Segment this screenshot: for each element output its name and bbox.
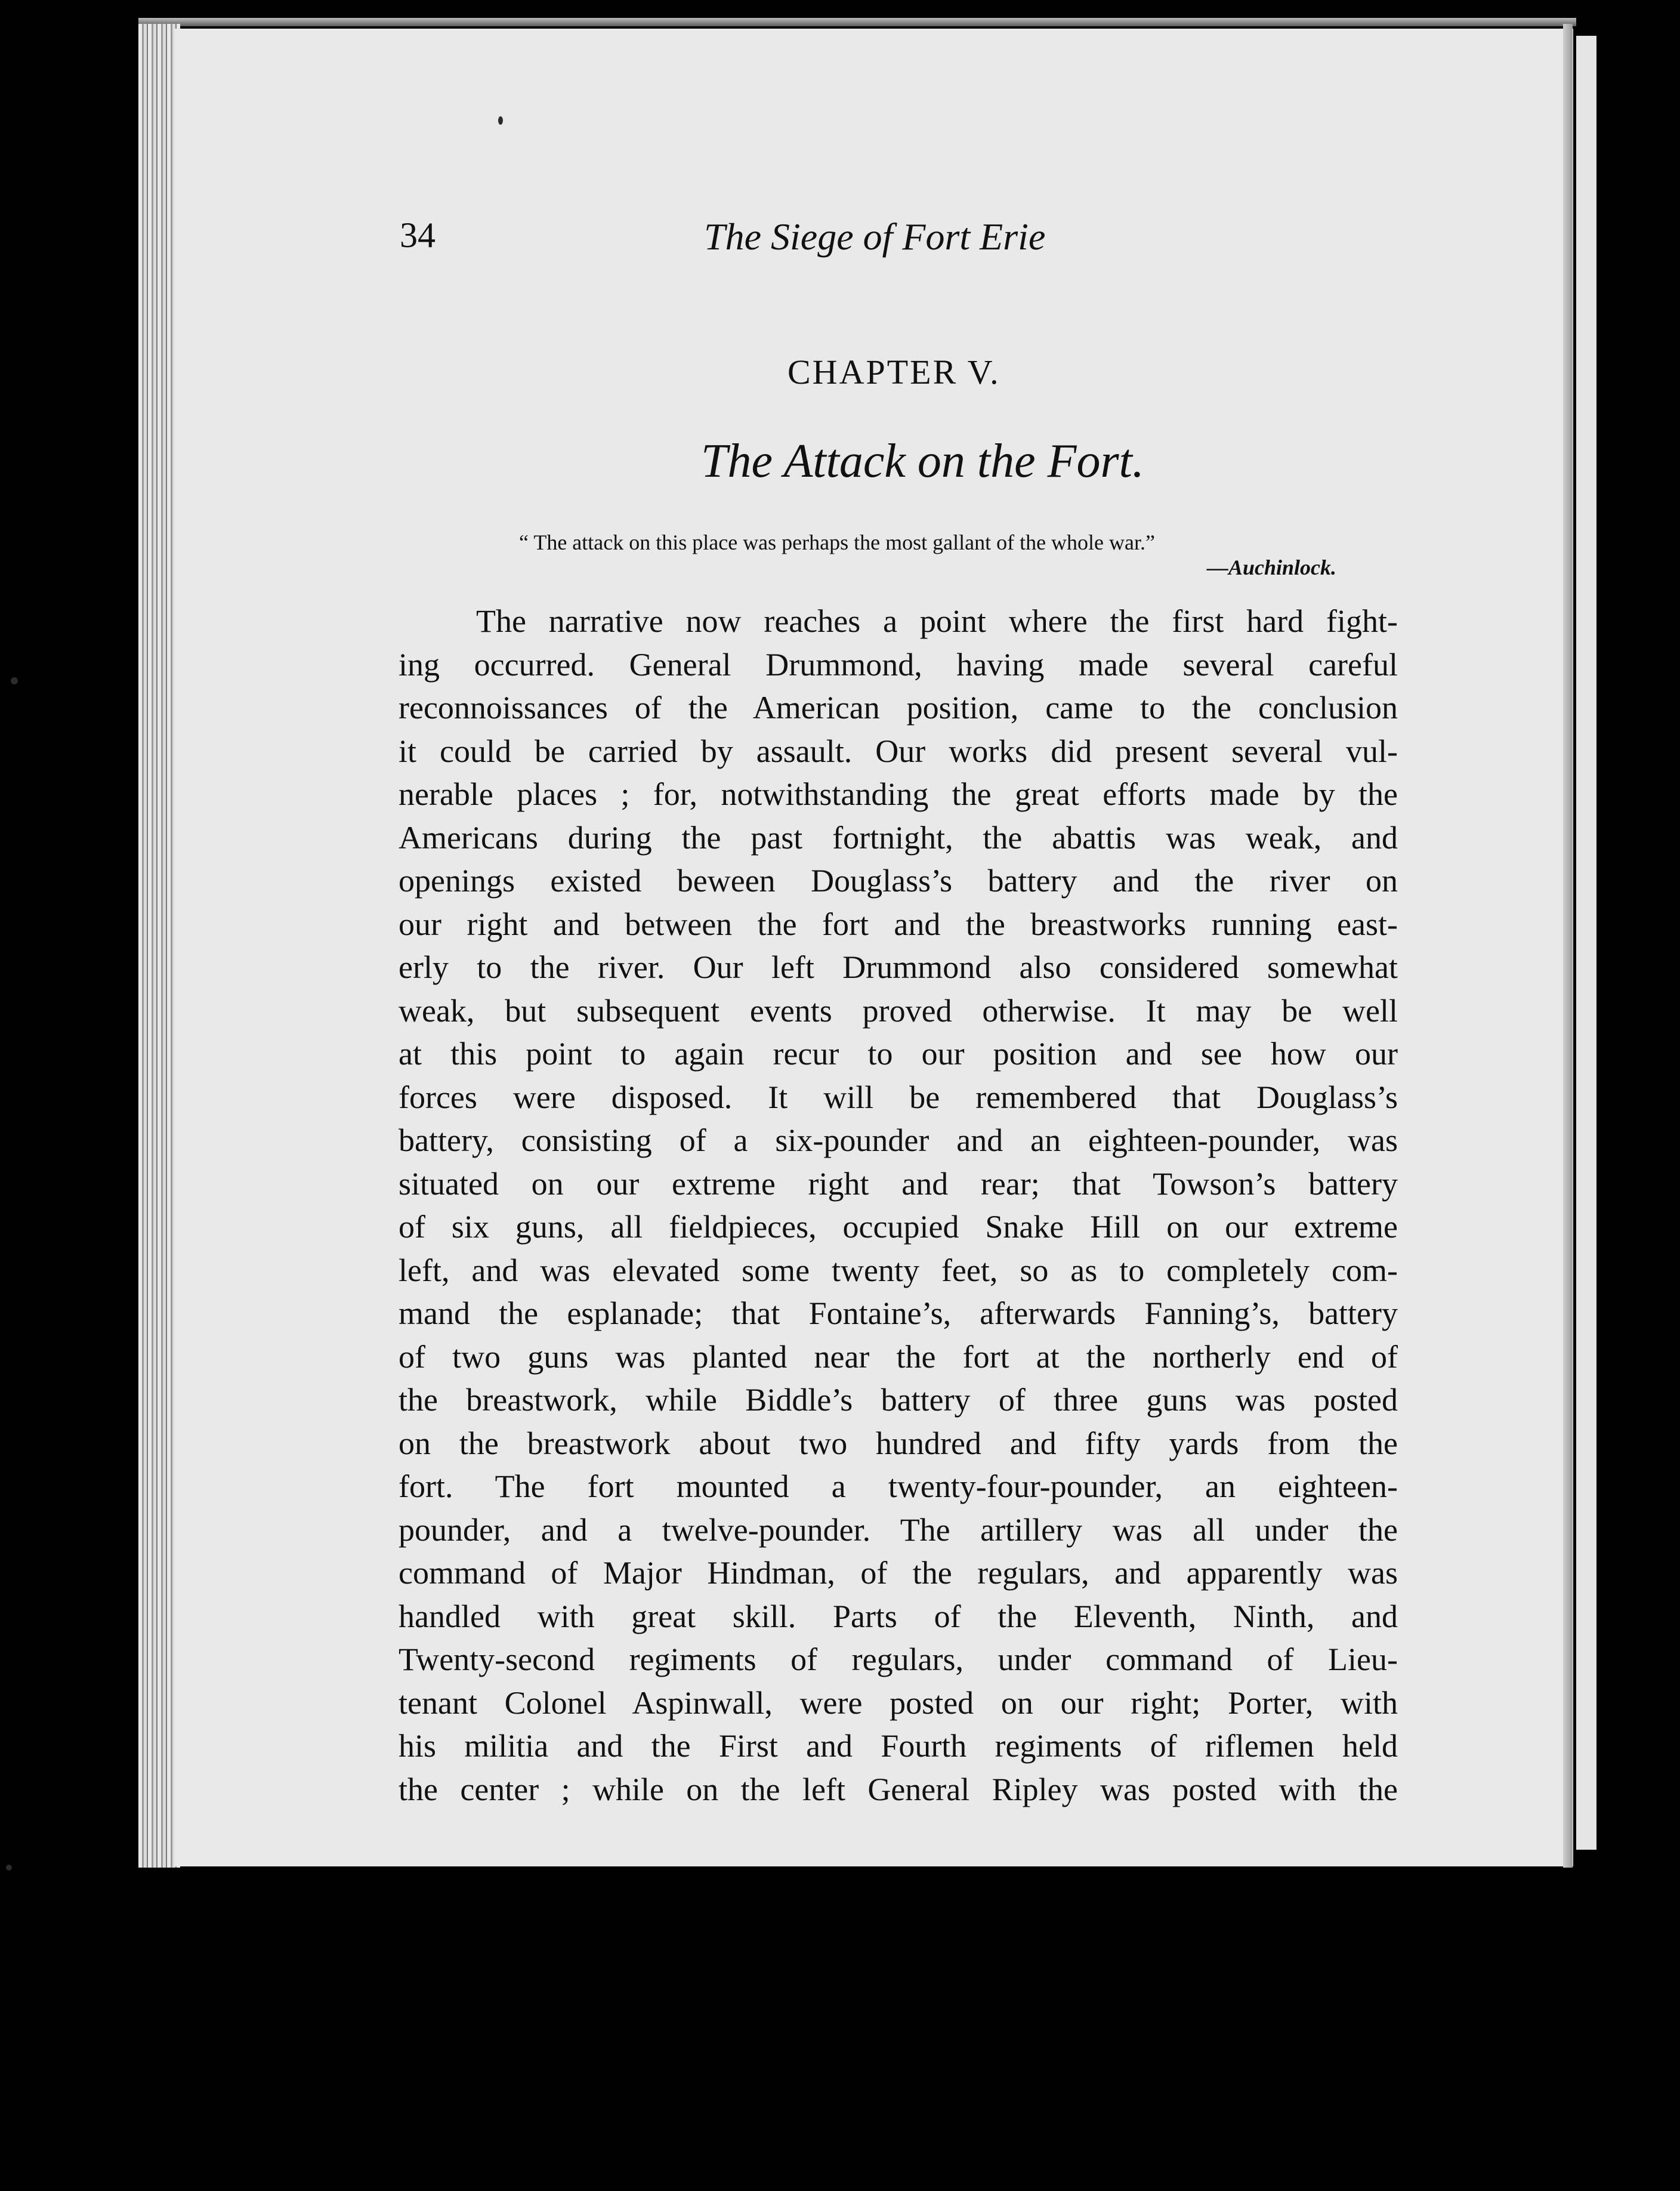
body-line: erly to the river. Our left Drummond also considered somewhat [399, 949, 1398, 985]
body-line: fort. The fort mounted a twenty-four-pounder, an eighteen- [399, 1468, 1398, 1504]
dust-speck [498, 116, 503, 125]
body-line: of two guns was planted near the fort at the northerly end of [399, 1338, 1398, 1375]
body-line: the center ; while on the left General Ripley was posted with the [399, 1771, 1398, 1807]
body-line: battery, consisting of a six-pounder and an eighteen-pounder, was [399, 1122, 1398, 1158]
facing-page-edge [1576, 36, 1596, 1850]
chapter-title: The Attack on the Fort. [701, 435, 1144, 487]
body-line: handled with great skill. Parts of the Eleventh, Ninth, and [399, 1598, 1398, 1634]
body-line: nerable places ; for, notwithstanding the great efforts made by the [399, 776, 1398, 812]
body-line: his militia and the First and Fourth regiments of riflemen held [399, 1728, 1398, 1764]
epigraph-source: —Auchinlock. [1206, 556, 1336, 579]
body-line: Americans during the past fortnight, the abattis was weak, and [399, 819, 1398, 856]
body-line: ing occurred. General Drummond, having made several careful [399, 646, 1398, 683]
epigraph-text: “ The attack on this place was perhaps the most gallant of the whole war.” [519, 530, 1155, 554]
body-line: left, and was elevated some twenty feet, so as to completely com- [399, 1252, 1398, 1288]
body-line: command of Major Hindman, of the regulars, and apparently was [399, 1555, 1398, 1591]
dust-speck [11, 677, 18, 684]
body-line: our right and between the fort and the breastworks running east- [399, 906, 1398, 942]
chapter-heading: CHAPTER V. [788, 353, 1000, 391]
body-line: weak, but subsequent events proved otherwise. It may be well [399, 992, 1398, 1029]
body-line: pounder, and a twelve-pounder. The artillery was all under the [399, 1511, 1398, 1548]
body-line: reconnoissances of the American position, came to the conclusion [399, 690, 1398, 726]
body-text [399, 600, 1398, 1811]
body-line: the breastwork, while Biddle’s battery of three guns was posted [399, 1382, 1398, 1418]
page-gutter [1563, 24, 1573, 1868]
body-line: of six guns, all fieldpieces, occupied Snake Hill on our extreme [399, 1209, 1398, 1245]
page-number: 34 [400, 215, 436, 255]
running-title: The Siege of Fort Erie [704, 215, 1046, 258]
page-top-edge [138, 18, 1576, 26]
dust-speck [6, 1865, 12, 1871]
body-line: situated on our extreme right and rear; that Towson’s battery [399, 1165, 1398, 1202]
body-line: at this point to again recur to our position and see how our [399, 1036, 1398, 1072]
body-line: it could be carried by assault. Our works did present several vul- [399, 733, 1398, 769]
body-line: forces were disposed. It will be remembered that Douglass’s [399, 1079, 1398, 1115]
body-line: tenant Colonel Aspinwall, were posted on our right; Porter, with [399, 1684, 1398, 1721]
epigraph [519, 530, 1336, 580]
body-line: The narrative now reaches a point where the first hard fight- [476, 603, 1398, 639]
body-line: openings existed beween Douglass’s battery and the river on [399, 863, 1398, 899]
running-head [400, 215, 1402, 269]
body-line: on the breastwork about two hundred and fifty yards from the [399, 1425, 1398, 1461]
body-line: Twenty-second regiments of regulars, under command of Lieu- [399, 1641, 1398, 1677]
body-line: mand the esplanade; that Fontaine’s, afterwards Fanning’s, battery [399, 1295, 1398, 1331]
